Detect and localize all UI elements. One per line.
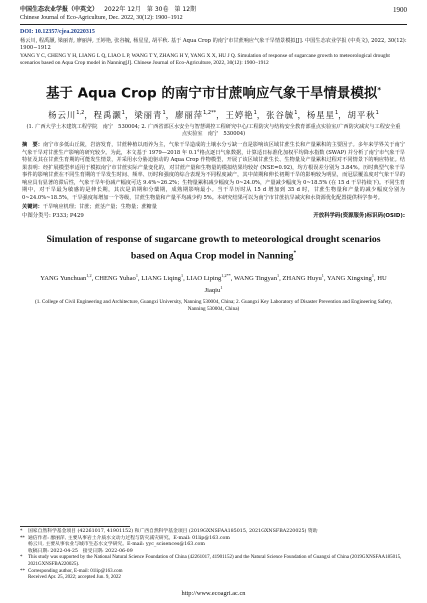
footnote-text: 国家自然科学基金项目 (42261017, 41901152) 和广西自然科学基金项目 (2019GXNSFAA185015, 2021GXNSFBA220025) 资助: [28, 529, 318, 534]
page-number: 1900: [393, 6, 407, 14]
affiliation-cn: (1. 广西大学土木建筑工程学院 南宁 530004; 2. 广西省部区水安全与智慧调控工程研究中心/工程防灾与结构安全教育部重点实验室/广西防灾减灾与工程安全重点实验室 南宁 530004): [26, 123, 401, 137]
en-author: [233, 272, 280, 282]
abstract-label: 摘 要：: [22, 141, 43, 148]
keywords-text: 干旱响应机理；甘蔗；蔗茎产量；生物量；蔗糖量: [42, 203, 157, 210]
clc-code: 中图分类号: P333; P429: [22, 213, 84, 220]
en-author-affil-mark: 1,2**: [221, 272, 231, 278]
cn-author-affil-mark: 1: [121, 110, 125, 117]
cn-author-affil-mark: 1: [162, 110, 166, 117]
footnote-mark: **: [20, 535, 25, 541]
en-author: [186, 272, 231, 282]
en-author-name: YANG Yunchuan: [40, 274, 87, 282]
en-author-affil-mark: 1: [321, 272, 324, 278]
cn-author: [307, 110, 338, 120]
cn-author-affil-mark: 1: [334, 110, 339, 117]
en-author-affil-mark: 1,2: [86, 272, 92, 278]
en-author: [326, 272, 374, 282]
cn-author-name: 张谷毓: [266, 109, 295, 120]
cn-author-name: 杨星星: [306, 109, 335, 120]
cn-author: [48, 110, 84, 120]
cn-author-affil-mark: 1,2: [76, 110, 85, 117]
cn-author: [225, 110, 256, 120]
footnote-text: 收稿日期: 2022-04-25 接受日期: 2022-06-09: [28, 548, 133, 554]
footnote-text: This study was supported by the National Natural Science Foundation of China (42261017, 41901152) and the Natural Science Foundation of Guangxi of China (2019GXNSFAA185015, 2021GXNSFBA220025).: [28, 555, 402, 567]
en-author-affil-mark: 1: [371, 272, 374, 278]
cn-author-name: 杨云川: [48, 109, 77, 120]
journal-title-en: Chinese Journal of Eco-Agriculture, Dec. 2022, 30(12): 1900−1912: [20, 15, 183, 21]
footnotes: [20, 529, 407, 582]
en-author-name: CHENG Yuhao: [94, 274, 136, 282]
footnote-mark: *: [20, 555, 23, 561]
cn-author: [266, 110, 297, 120]
journal-title-cn: [20, 6, 196, 14]
abstract-cn: [22, 142, 405, 203]
cn-author-affil-mark: 1: [294, 110, 298, 117]
affiliation-en: (1. College of Civil Engineering and Architecture, Guangxi University, Nanning 530004, China; 2. Guangxi Key Laboratory of Disaster Prevention and Engineering Safety, Nanning 530004, China): [34, 298, 393, 312]
doi-link[interactable]: DOI: 10.12357/cjea.20220315: [20, 29, 95, 35]
en-author-affil-mark: 1: [180, 272, 184, 278]
cn-author: [134, 110, 165, 120]
title-en-text: Simulation of response of sugarcane growth to meteorological drought scenarios based on Aqua Crop model in Nanning: [46, 234, 381, 262]
footnote-text: Corresponding author, E-mail: 01lip@163.com: [28, 568, 123, 574]
en-author-name: LIANG Liqing: [141, 274, 181, 282]
footnote-item: [20, 575, 407, 582]
cn-author-affil-mark: 1,2**: [203, 110, 217, 117]
footnote-item: [20, 529, 407, 536]
journal-name-cn: 中国生态农业学报（中英文）: [20, 6, 99, 13]
citation-en: YANG Y C, CHENG Y H, LIANG L Q, LIAO L P, WANG T Y, ZHANG H Y, YANG X X, HU J Q. Simulation of response of sugarcane growth to meteorological drought scenarios based on Aqua Crop model in Nanning[J]. Chinese Journal of Eco-Agriculture, 2022, 30(12): 1900−1912: [20, 52, 390, 67]
footnote-rule: [20, 526, 130, 527]
citation-cn: 杨云川, 程禹灏, 梁丽青, 廖丽萍, 王婷艳, 张谷毓, 杨星星, 胡平秋. 基于 Aqua Crop 的南宁市甘蔗响应气象干旱情景模拟[J]. 中国生态农业学报 (中英文), 2022, 30(12): 1900−1912: [20, 38, 407, 52]
title-cn-footnote-mark[interactable]: *: [377, 85, 382, 94]
en-author: [40, 272, 92, 282]
footnote-text: 杨云川, 主要从事农业与城市生态水文学研究。E-mail: yyc_scisences@163.com: [28, 542, 205, 548]
en-author-name: ZHANG Huyu: [282, 274, 322, 282]
footnote-text: Received Apr. 25, 2022; accepted Jun. 9, 2022: [28, 575, 121, 581]
author-list-en: YANG Yunchuan$^{1,2}$, CHENG Yuhao$^1$, LIANG Liqing$^1$, LIAO Liping$^{1,2**}$, WANG Tingyan$^1$, ZHANG Huyu$^1$, YANG Xingxing$^1$, HU Jiaqiu$^1$: [40, 272, 387, 294]
en-author: [282, 272, 324, 282]
cn-author-affil-mark: 1: [375, 110, 379, 117]
cn-author-name: 程禹灏: [93, 109, 122, 120]
footnote-item: [20, 542, 407, 549]
keywords-label: 关键词：: [22, 203, 43, 210]
en-author: [94, 272, 138, 282]
en-author-affil-mark: 1: [220, 284, 223, 290]
en-author: [141, 272, 184, 282]
osid-label: 开放科学码(资源服务)标识码(OSID):: [313, 213, 405, 220]
cn-author: [175, 110, 216, 120]
footnote-mark: *: [20, 529, 23, 534]
title-cn-text: 基于 Aqua Crop 的南宁市甘蔗响应气象干旱情景模拟: [45, 85, 378, 102]
footer-url-link[interactable]: http://www.ecoagri.ac.cn: [181, 590, 246, 597]
author-list-cn: 杨云川$^{1,2}$，程禹灏$^1$，梁丽青$^1$，廖丽萍$^{1,2**}$，王婷艳$^1$，张谷毓$^1$，杨星星$^1$，胡平秋$^1$: [48, 109, 379, 120]
footnote-item: [20, 549, 407, 556]
classification-row: [22, 212, 405, 220]
cn-author-affil-mark: 1: [253, 110, 257, 117]
journal-header: [20, 6, 407, 22]
cn-author: [94, 110, 125, 120]
en-author-name: HU Jiaqiu: [204, 274, 387, 294]
cn-author-name: 王婷艳: [225, 109, 254, 120]
abstract-text: 南宁市多低山丘陵，岩溶发育，甘蔗种植以雨养为主，气象干旱造成的土壤水分亏缺一直是影响该区域甘蔗生长和产量累积的主要因子。多年来学界关于南宁气象干旱对甘蔗生产影响的研究较少。为此，本文基于 1979—2018 年 0.1°格点逐日气象数据，计算适日标准化加权平均降水指数 (SWAP) 并分析了南宁市气象干旱特征及其在甘蔗生育期的可能发生情景，并采用水分胁迫驱动的 Aqua Crop 作物模型，开展了该区域甘蔗生长、生物量及产量累积过程对不同情景下的响应特征。结果表明：经扩展模型率适用于模拟南宁市甘蔗实际产量变化的，对甘蔗产量和生物量的模拟结果均较好 (NSE=0.92)，均方根误差分别为 3.84%。历时典型气象干旱事件的影响甘蔗在不同生育期的干旱发生时间、频率、历时和强度的综合表现为不同程度减产，其中苗期和伸长初期干旱的影响较为明显，而冠层覆盖度对气象干旱的响应具有显著的滞后性，气象干旱年份减产幅度可达 9.4%~26.2%；生物量累积减少幅度为 0~24.0%，产量减少幅度为 0~18.5% (在 15 d 干旱持续下)。不同生育期中，对干旱最为敏感的是伸长期，其次是苗期和分蘖期，成熟期影响最小。当干旱历时从 15 d 增加到 35 d 时，甘蔗生物量和产量的减少幅度分别为 0~24.0%~18.5%，干旱强度每增加一个等级，甘蔗生物量和产量平均减少约 5%。本研究结果可以为南宁市甘蔗抗旱减灾和水资源优化配置提供科学参考。: [22, 141, 405, 202]
footnote-text: 通信作者: 廖丽萍, 主要从事岩土介质水文动力过程与防灾减灾研究。E-mail: 01lip@163.com: [28, 535, 230, 541]
footnote-item: [20, 569, 407, 576]
article-title-cn: [38, 82, 389, 103]
en-author-affil-mark: 1: [135, 272, 138, 278]
header-rule: [20, 24, 407, 25]
cn-author-name: 梁丽青: [134, 109, 163, 120]
journal-issue-cn: 2022年 12月 第 30卷 第 12期: [104, 6, 197, 13]
en-author-name: LIAO Liping: [186, 274, 222, 282]
en-author-name: YANG Xingxing: [326, 274, 372, 282]
keywords-cn: [22, 204, 405, 212]
cn-author-name: 胡平秋: [347, 109, 376, 120]
footnote-item: [20, 555, 407, 568]
cn-author-name: 廖丽萍: [175, 109, 204, 120]
article-title-en: [34, 234, 393, 262]
en-author-name: WANG Tingyan: [233, 274, 278, 282]
en-author-affil-mark: 1: [277, 272, 280, 278]
cn-author: [348, 110, 379, 120]
title-en-footnote-mark[interactable]: *: [293, 249, 297, 256]
footnote-mark: **: [20, 568, 25, 574]
